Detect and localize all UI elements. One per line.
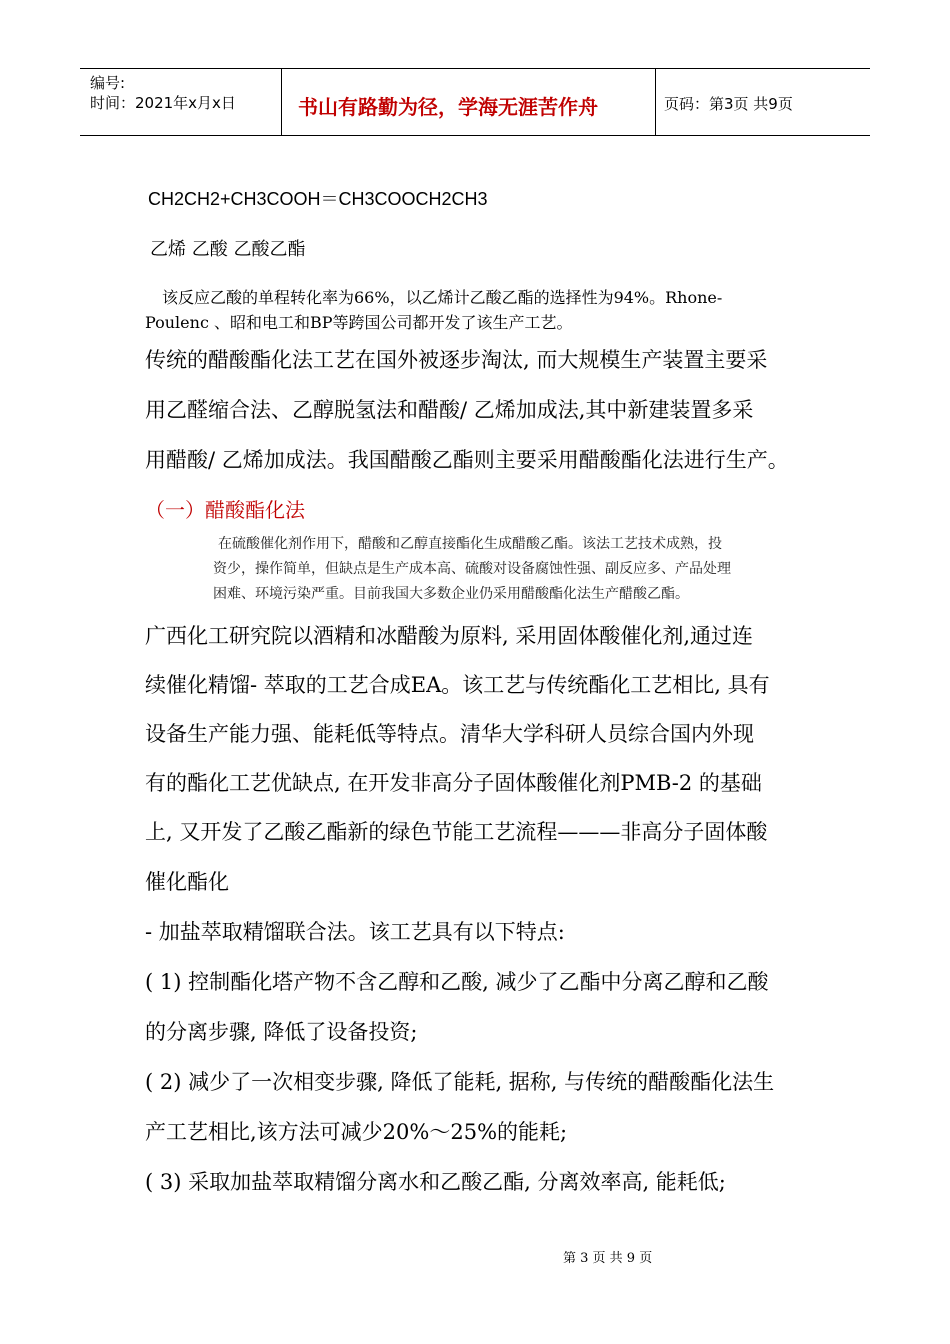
header-number-label: 编号: (90, 74, 126, 92)
para2-line-10: ( 2) 减少了一次相变步骤, 降低了能耗, 据称, 与传统的醋酸酯化法生 (145, 1070, 775, 1094)
para2-line-4: 有的酯化工艺优缺点, 在开发非高分子固体酸催化剂PMB-2 的基础 (145, 771, 762, 795)
para1-line-3: 用醋酸/ 乙烯加成法。我国醋酸乙酯则主要采用醋酸酯化法进行生产。 (145, 448, 789, 472)
para2-line-12: ( 3) 采取加盐萃取精馏分离水和乙酸乙酯, 分离效率高, 能耗低; (145, 1170, 726, 1194)
intro-line-2: Poulenc 、昭和电工和BP等跨国公司都开发了该生产工艺。 (145, 313, 573, 332)
para2-line-3: 设备生产能力强、能耗低等特点。清华大学科研人员综合国内外现 (145, 722, 754, 746)
note-line-2: 资少，操作简单，但缺点是生产成本高、硫酸对设备腐蚀性强、副反应多、产品处理 (213, 561, 731, 577)
para2-line-2: 续催化精馏- 萃取的工艺合成EA。该工艺与传统酯化工艺相比, 具有 (145, 673, 770, 697)
para2-line-8: ( 1) 控制酯化塔产物不含乙醇和乙酸, 减少了乙酯中分离乙醇和乙酸 (145, 970, 769, 994)
header-divider-2 (655, 68, 656, 136)
reaction-compound-names: 乙烯 乙酸 乙酸乙酯 (150, 239, 306, 260)
para2-line-9: 的分离步骤, 降低了设备投资; (145, 1020, 418, 1044)
para1-line-1: 传统的醋酸酯化法工艺在国外被逐步淘汰, 而大规模生产装置主要采 (145, 348, 768, 372)
para1-line-2: 用乙醛缩合法、乙醇脱氢法和醋酸/ 乙烯加成法,其中新建装置多采 (145, 398, 754, 422)
header-time-label: 时间：2021年x月x日 (90, 94, 236, 112)
note-line-3: 困难、环境污染严重。目前我国大多数企业仍采用醋酸酯化法生产醋酸乙酯。 (213, 586, 689, 602)
note-line-1: 在硫酸催化剂作用下，醋酸和乙醇直接酯化生成醋酸乙酯。该法工艺技术成熟，投 (218, 536, 722, 552)
page-footer: 第 3 页 共 9 页 (563, 1251, 653, 1266)
intro-line-1: 该反应乙酸的单程转化率为66%，以乙烯计乙酸乙酯的选择性为94%。Rhone- (162, 288, 723, 307)
para2-line-5: 上, 又开发了乙酸乙酯新的绿色节能工艺流程———非高分子固体酸 (145, 820, 768, 844)
para2-line-1: 广西化工研究院以酒精和冰醋酸为原料, 采用固体酸催化剂,通过连 (145, 624, 754, 648)
para2-line-11: 产工艺相比,该方法可减少20%～25%的能耗; (145, 1120, 568, 1144)
para2-line-7: - 加盐萃取精馏联合法。该工艺具有以下特点: (145, 920, 565, 944)
section-heading: （一）醋酸酯化法 (145, 498, 305, 522)
header-top-border (80, 68, 870, 69)
header-divider-1 (281, 68, 282, 136)
header-motto: 书山有路勤为径，学海无涯苦作舟 (298, 95, 598, 119)
para2-line-6: 催化酯化 (145, 870, 229, 894)
header-page-label: 页码：第3页 共9页 (664, 95, 793, 113)
reaction-equation: CH2CH2+CH3COOH＝CH3COOCH2CH3 (148, 189, 488, 209)
header-bottom-border (80, 135, 870, 136)
